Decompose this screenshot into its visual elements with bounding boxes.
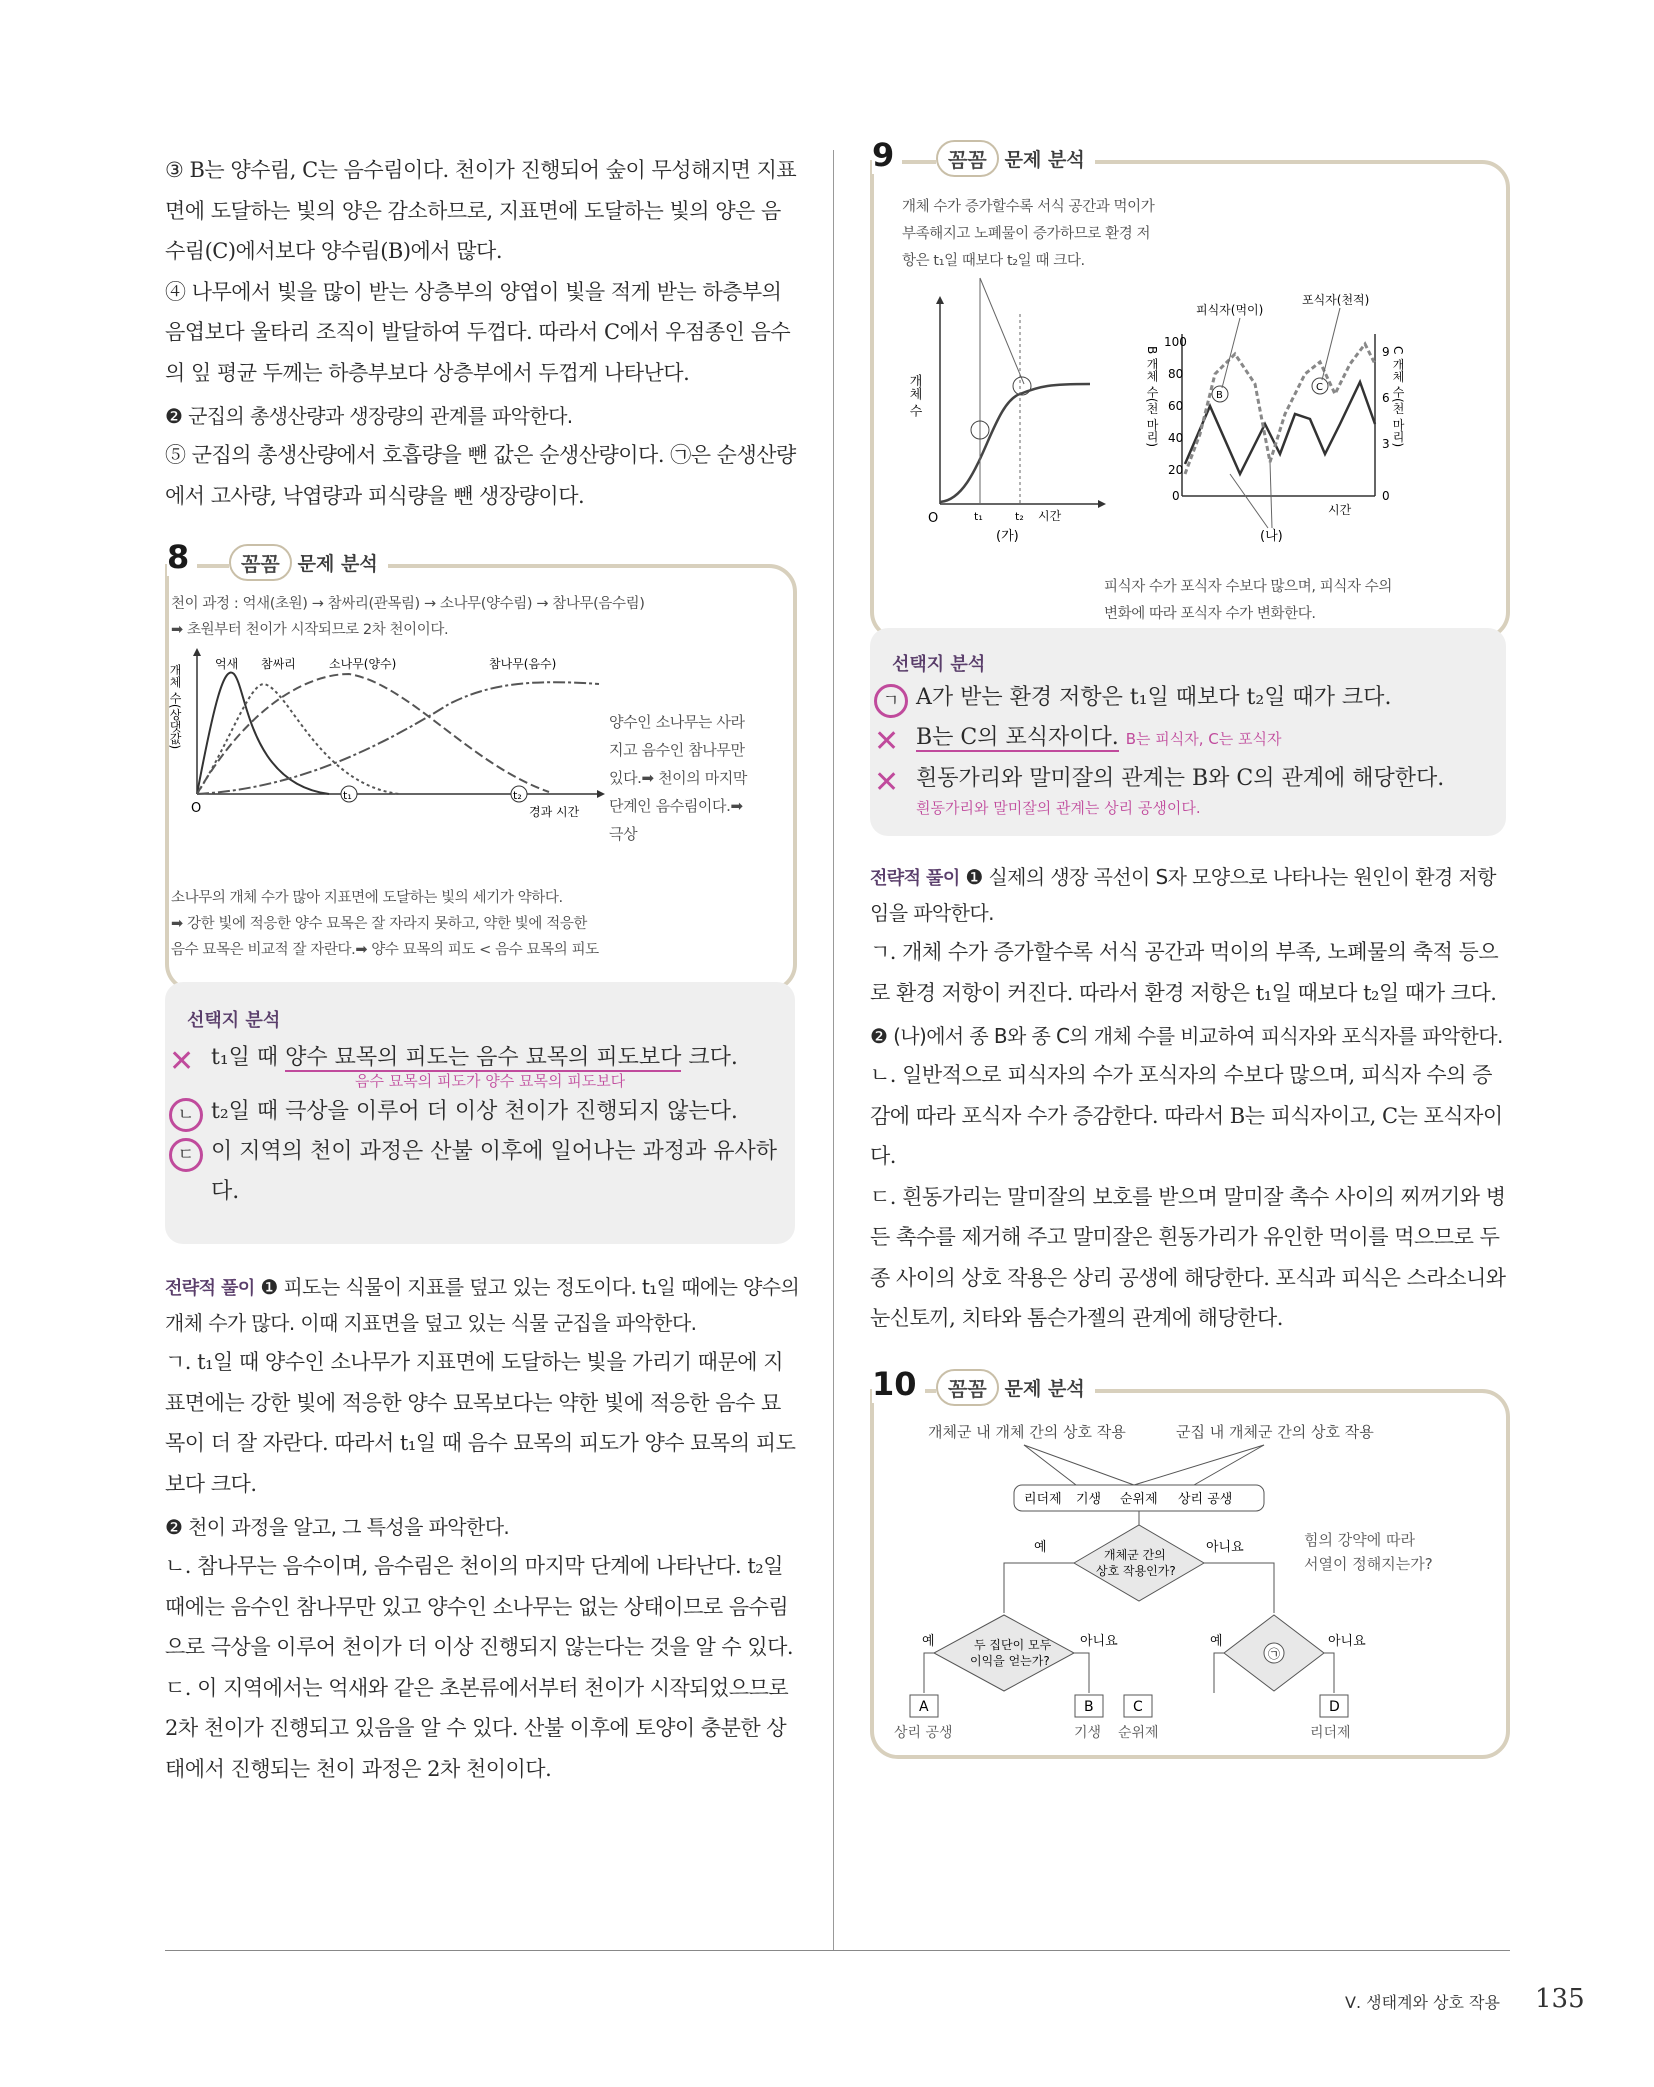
choice-fix: 흰동가리와 말미잘의 관계는 상리 공생이다. xyxy=(916,799,1201,817)
q9b-rtick: 3 xyxy=(1382,437,1390,451)
q10-top-left: 개체군 내 개체 간의 상호 작용 xyxy=(928,1422,1126,1441)
q8-strategy-head2: ❷ 천이 과정을 알고, 그 특성을 파악한다. xyxy=(165,1515,510,1539)
q8-choice-2 xyxy=(165,1092,795,1132)
correct-circle-icon: ㄴ xyxy=(169,1098,203,1132)
q8-number: 8 xyxy=(167,538,197,576)
q9-choice-1 xyxy=(870,678,1506,718)
q8-note3: 소나무의 개체 수가 많아 지표면에 도달하는 빛의 세기가 약하다. xyxy=(171,890,563,906)
q8-succession-chart xyxy=(169,644,609,834)
q9b-tick: 60 xyxy=(1168,399,1184,413)
q9b-rtick: 9 xyxy=(1382,345,1390,359)
q9b-caption: (나) xyxy=(1260,529,1283,544)
footer-rule xyxy=(165,1950,1510,1951)
q9b-prey-label: 피식자(먹이) xyxy=(1196,303,1264,317)
q10-q-main: 개체군 간의 xyxy=(1104,1547,1166,1562)
q10-side: 서열이 정해지는가? xyxy=(1304,1554,1433,1573)
intro-para-5: ⑤ 군집의 총생산량에서 호흡량을 뺀 값은 순생산량이다. ㉠은 순생산량에서 고사량, 낙엽량과 피식량을 뺀 생장량이다. xyxy=(165,443,796,508)
q8-side-line: 지고 음수인 참나무만 xyxy=(609,741,745,759)
q8-strategy-head xyxy=(165,1270,800,1340)
q9b-tick: 100 xyxy=(1164,335,1187,349)
q9-badge: 꼼꼼 xyxy=(936,140,999,177)
q10-box: A xyxy=(919,1698,929,1715)
wrong-icon: ✕ xyxy=(169,1044,195,1079)
choice-text: t₁일 때 xyxy=(211,1045,286,1070)
q9-note-top xyxy=(902,194,1154,275)
strategy-label: 전략적 풀이 xyxy=(870,868,960,889)
strategy-label: 전략적 풀이 xyxy=(165,1278,255,1299)
q8-note4: ➡ 강한 빛에 적응한 양수 묘목은 잘 자라지 못하고, 약한 빛에 적응한 xyxy=(171,916,588,932)
q8-side-line: 극상 xyxy=(609,825,638,843)
q8-strategy-p2: ㄴ. 참나무는 음수이며, 음수림은 천이의 마지막 단계에 나타난다. t₂일 때에는 음수인 참나무만 있고 양수인 소나무는 없는 상태이므로 음수림으로 극상을 이루어 천이가 더 이상 진행되지 않는다는 것을 알 수 있다. xyxy=(165,1554,794,1659)
intro-para-3: ③ B는 양수림, C는 음수림이다. 천이가 진행되어 숲이 무성해지면 지표면에 도달하는 빛의 양은 감소하므로, 지표면에 도달하는 빛의 양은 음수림(C)에서보다 양수림(B)에서 많다. xyxy=(165,158,797,263)
q9b-rtick: 6 xyxy=(1382,391,1390,405)
q10-no: 아니요 xyxy=(1080,1633,1118,1649)
q9-number: 9 xyxy=(872,136,902,174)
q9b-right-label: C 개체 수(천 마리) xyxy=(1391,346,1405,448)
q9-note-line: 개체 수가 증가할수록 서식 공간과 먹이가 xyxy=(902,199,1155,215)
q10-q-main: 상호 작용인가? xyxy=(1096,1563,1176,1578)
q8-series-2: 참싸리 xyxy=(261,657,296,671)
q10-analysis-box xyxy=(870,1364,1510,1759)
q8-note5: 음수 묘목은 비교적 잘 자란다.➡ 양수 묘목의 피도 < 음수 묘목의 피도 xyxy=(171,942,599,958)
strategy-head-text: ❶ 피도는 식물이 지표를 덮고 있는 정도이다. t₁일 때에는 양수의 개체 수가 많다. 이때 지표면을 덮고 있는 식물 군집을 파악한다. xyxy=(165,1275,800,1335)
q10-label: 리더제 xyxy=(1310,1724,1351,1741)
q10-top-right: 군집 내 개체군 간의 상호 작용 xyxy=(1176,1422,1374,1441)
q8-side-line: 있다.➡ 천이의 마지막 xyxy=(609,769,747,787)
q9b-tick: 80 xyxy=(1168,367,1184,381)
q10-tag xyxy=(936,1369,1095,1406)
q8-t2: t₂ xyxy=(513,789,522,802)
q10-number: 10 xyxy=(872,1365,925,1403)
choice-text: t₂일 때 극상을 이루어 더 이상 천이가 진행되지 않는다. xyxy=(211,1099,738,1124)
q9-note-line: 항은 t₁일 때보다 t₂일 때 크다. xyxy=(902,253,1085,269)
q8-series-3: 소나무(양수) xyxy=(329,657,397,671)
q8-tag xyxy=(229,544,388,581)
q9b-b: B xyxy=(1216,390,1223,401)
q9-analysis-box xyxy=(870,136,1510,640)
q10-no: 아니요 xyxy=(1206,1539,1244,1555)
q8-xlabel: 경과 시간 xyxy=(529,805,580,819)
q8-ylabel: 개체 수(상댓값) xyxy=(168,664,182,750)
q10-yes: 예 xyxy=(1210,1633,1223,1649)
q8-choice-3 xyxy=(165,1132,795,1212)
page-number: 135 xyxy=(1535,1984,1585,2014)
q9b-tick: 0 xyxy=(1172,489,1180,503)
q10-yes: 예 xyxy=(922,1633,935,1649)
q9a-caption: (가) xyxy=(996,529,1019,544)
choice-underlined: 양수 묘목의 피도는 음수 묘목의 피도보다 xyxy=(285,1045,682,1070)
intro-para-4: ④ 나무에서 빛을 많이 받는 상층부의 양엽이 빛을 적게 받는 하층부의 음엽보다 울타리 조직이 발달하여 두껍다. 따라서 C에서 우점종인 음수의 잎 평균 두께는 하층부보다 상층부에서 두껍게 나타난다. xyxy=(165,279,791,385)
q9-charts xyxy=(906,274,1480,564)
q10-box: D xyxy=(1329,1698,1340,1715)
q9a-ylabel: 개체 수 xyxy=(906,374,922,418)
q9-note-line: 피식자 수가 포식자 수보다 많으며, 피식자 수의 xyxy=(1104,579,1392,595)
choice-text: 이 지역의 천이 과정은 산불 이후에 일어나는 과정과 유사하다. xyxy=(211,1139,777,1204)
q8-analysis-box xyxy=(165,538,797,992)
q10-item: 순위제 xyxy=(1120,1491,1158,1507)
q10-box: B xyxy=(1084,1698,1094,1715)
q8-side-line: 양수인 소나무는 사라 xyxy=(609,713,745,731)
q8-choice-title: 선택지 분석 xyxy=(187,1010,281,1031)
q9a-xlabel: 시간 xyxy=(1038,509,1062,523)
q8-strategy-p3: ㄷ. 이 지역에서는 억새와 같은 초본류에서부터 천이가 시작되었으므로 2차 천이가 진행되고 있음을 알 수 있다. 산불 이후에 토양이 충분한 상태에서 진행되는 천이 과정은 2차 천이이다. xyxy=(165,1675,789,1781)
correct-circle-icon: ㄷ xyxy=(169,1138,203,1172)
q10-flowchart xyxy=(884,1413,1494,1743)
choice-text: 크다. xyxy=(681,1045,738,1070)
correct-circle-icon: ㄱ xyxy=(874,684,908,718)
wrong-icon: ✕ xyxy=(874,724,900,759)
left-column xyxy=(165,150,800,1789)
right-column xyxy=(870,136,1510,1759)
q10-badge: 꼼꼼 xyxy=(936,1369,999,1406)
q10-no: 아니요 xyxy=(1328,1633,1366,1649)
q8-choice-1-fix: 음수 묘목의 피도가 양수 묘목의 피도보다 xyxy=(355,1072,626,1090)
q9-choice-title: 선택지 분석 xyxy=(892,654,986,675)
q9-choice-2 xyxy=(870,718,1506,759)
q9-strategy-p1: ㄱ. 개체 수가 증가할수록 서식 공간과 먹이의 부족, 노폐물의 축적 등으로 환경 저항이 커진다. 따라서 환경 저항은 t₁일 때보다 t₂일 때가 크다. xyxy=(870,940,1499,1005)
footer-section: Ⅴ. 생태계와 상호 작용 xyxy=(1345,1993,1500,2012)
q8-strategy-p1: ㄱ. t₁일 때 양수인 소나무가 지표면에 도달하는 빛을 가리기 때문에 지표면에는 강한 빛에 적응한 양수 묘목보다는 약한 빛에 적응한 음수 묘목이 더 잘 자란다. 따라서 t₁일 때 음수 묘목의 피도가 양수 묘목의 피도보다 크다. xyxy=(165,1350,796,1496)
choice-text: B는 C의 포식자이다. xyxy=(916,725,1119,750)
q9b-tick: 20 xyxy=(1168,463,1184,477)
q9b-rtick: 0 xyxy=(1382,489,1390,503)
q8-t1: t₁ xyxy=(343,789,352,802)
q10-q-right: ㉠ xyxy=(1268,1646,1281,1661)
q9b-xlabel: 시간 xyxy=(1328,503,1352,517)
choice-text: 흰동가리와 말미잘의 관계는 B와 C의 관계에 해당한다. xyxy=(916,766,1445,791)
q8-choice-box xyxy=(165,982,795,1244)
q8-origin: O xyxy=(191,801,202,816)
q9a-t2: t₂ xyxy=(1015,510,1024,523)
q10-label: 상리 공생 xyxy=(894,1724,953,1741)
q10-box: C xyxy=(1133,1698,1143,1715)
q10-q-left: 두 집단이 모두 xyxy=(974,1637,1052,1652)
choice-text: A가 받는 환경 저항은 t₁일 때보다 t₂일 때가 크다. xyxy=(916,685,1392,710)
q9b-left-label: B 개체 수(천 마리) xyxy=(1145,346,1159,448)
q10-item: 상리 공생 xyxy=(1178,1491,1233,1507)
q9-strategy-p2: ㄴ. 일반적으로 피식자의 수가 포식자의 수보다 많으며, 피식자 수의 증감에 따라 포식자 수가 증감한다. 따라서 B는 피식자이고, C는 포식자이다. xyxy=(870,1063,1503,1168)
q8-series-1: 억새 xyxy=(215,657,239,671)
strategy-head-text: ❶ 실제의 생장 곡선이 S자 모양으로 나타나는 원인이 환경 저항임을 파악한다. xyxy=(870,865,1496,925)
column-divider xyxy=(833,150,834,1950)
q10-q-left: 이익을 얻는가? xyxy=(970,1653,1050,1668)
q8-badge: 꼼꼼 xyxy=(229,544,292,581)
q9b-tick: 40 xyxy=(1168,431,1184,445)
q8-choice-1 xyxy=(165,1038,795,1090)
q9-choice-3 xyxy=(870,759,1506,817)
q9-strategy-head2: ❷ (나)에서 종 B와 종 C의 개체 수를 비교하여 피식자와 포식자를 파악한다. xyxy=(870,1024,1503,1048)
q9-note-bottom xyxy=(1104,574,1392,628)
q8-series-4: 참나무(음수) xyxy=(489,657,557,671)
q10-yes: 예 xyxy=(1034,1539,1047,1555)
q9a-origin: O xyxy=(928,511,939,526)
q9-title: 문제 분석 xyxy=(1004,149,1085,171)
q8-side-line: 단계인 음수림이다.➡ xyxy=(609,797,743,815)
choice-fix: B는 피식자, C는 포식자 xyxy=(1125,730,1282,748)
q10-item: 리더제 xyxy=(1024,1491,1062,1507)
q9-note-line: 변화에 따라 포식자 수가 변화한다. xyxy=(1104,606,1316,622)
q9-note-line: 부족해지고 노폐물이 증가하므로 환경 저 xyxy=(902,226,1151,242)
intro-head: ❷ 군집의 총생산량과 생장량의 관계를 파악한다. xyxy=(165,404,573,428)
q10-title: 문제 분석 xyxy=(1004,1377,1085,1400)
q10-side: 힘의 강약에 따라 xyxy=(1304,1530,1415,1549)
q8-note1: 천이 과정 : 억새(초원) → 참싸리(관목림) → 소나무(양수림) → 참나무(음수림) xyxy=(171,596,645,612)
q9b-predator-label: 포식자(천적) xyxy=(1302,293,1370,307)
q9b-c: C xyxy=(1316,382,1323,393)
q9-strategy-head xyxy=(870,860,1510,930)
q8-side-note xyxy=(609,708,747,848)
q9-strategy-p3: ㄷ. 흰동가리는 말미잘의 보호를 받으며 말미잘 촉수 사이의 찌꺼기와 병든 촉수를 제거해 주고 말미잘은 흰동가리가 유인한 먹이를 먹으므로 두 종 사이의 상호 작용은 상리 공생에 해당한다. 포식과 피식은 스라소니와 눈신토끼, 치타와 톰슨가젤의 관계에 해당한다. xyxy=(870,1184,1506,1330)
q10-label: 순위제 xyxy=(1118,1724,1159,1741)
q8-title: 문제 분석 xyxy=(297,553,378,575)
q8-note2: ➡ 초원부터 천이가 시작되므로 2차 천이이다. xyxy=(171,622,449,638)
q9a-t1: t₁ xyxy=(974,510,983,523)
wrong-icon: ✕ xyxy=(874,765,900,800)
q9-choice-box xyxy=(870,628,1506,836)
q9-tag xyxy=(936,140,1095,177)
q10-item: 기생 xyxy=(1076,1491,1102,1507)
q10-label: 기생 xyxy=(1074,1724,1102,1741)
